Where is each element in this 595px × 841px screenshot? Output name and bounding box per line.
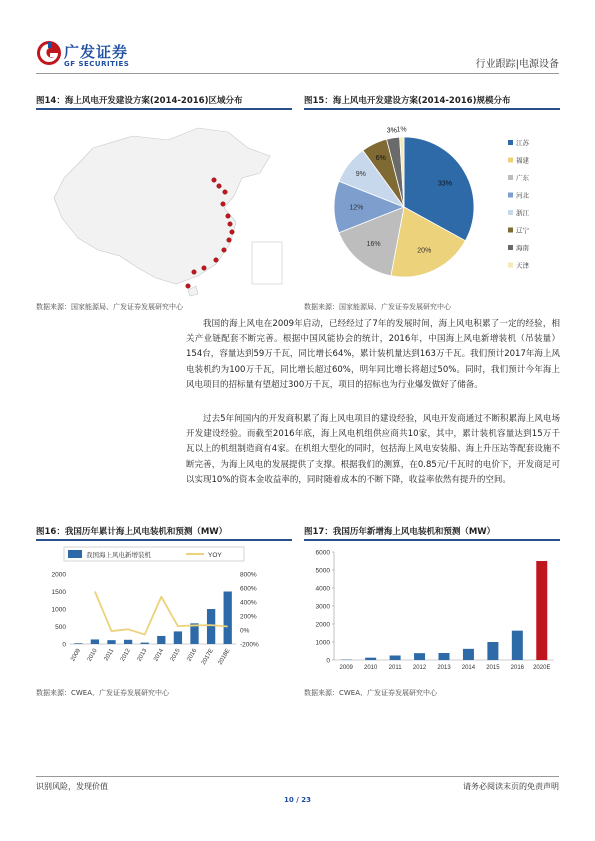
y2-tick-label-3: 400% [240, 599, 257, 607]
legend-swatch-7 [508, 263, 513, 268]
x-tick-label-7: 2016 [510, 665, 525, 671]
fig14-title-rule [36, 108, 292, 110]
legend-label-1: 福建 [516, 157, 529, 165]
x-tick-label-4: 2013 [437, 665, 451, 671]
body-paragraph-1: 我国的海上风电在2009年启动，已经经过了7年的发展时间，海上风电积累了一定的经验，相关产业链配套不断完善。根据中国风能协会的统计，2016年，中国海上风电新增装机（吊装量）154台，容量达到59万千瓦，同比增长64%，累计装机量达到163万千瓦。我们预计2017年海上风电装机约为100万千瓦，同比增长超过60%，明年同比增长将超过50%。同时，我们预计今年海上风电项目的招标量有望超过300万千瓦，项目的招标也为行业爆发做好了储备。 [186, 319, 560, 390]
x-tick-label-1: 2010 [86, 648, 99, 663]
x-tick-label-4: 2013 [136, 648, 149, 663]
x-tick-label-6: 2015 [486, 665, 500, 671]
y2-tick-label-1: 0% [240, 627, 250, 635]
bar-7 [512, 631, 523, 660]
bar-3 [124, 640, 132, 644]
x-tick-label-6: 2015 [169, 648, 182, 663]
y2-tick-label-4: 600% [240, 585, 257, 593]
legend-label-5: 辽宁 [516, 227, 529, 235]
y-tick-label-6: 6000 [315, 549, 330, 557]
pie-label-5: 6% [375, 155, 386, 163]
header-rule [36, 73, 559, 74]
pie-label-6: 3% [386, 127, 397, 135]
x-tick-label-5: 2014 [153, 648, 166, 663]
pie-label-0: 33% [437, 180, 452, 188]
bar-2 [107, 640, 115, 644]
y-tick-label-1: 1000 [315, 639, 330, 647]
fig15-title: 图15：海上风电开发建设方案(2014-2016)规模分布 [304, 96, 511, 106]
fig16-combo-chart [36, 544, 292, 668]
body-paragraph-2: 过去5年间国内的开发商积累了海上风电项目的建设经验，风电开发商通过不断积累海上风电场开发建设经验。而截至2016年底，海上风电机组供应商共10家，其中，累计装机容量达到15万千瓦以上的机组制造商有4家。在机组大型化的同时，包括海上风电安装船、海上升压站等配套设施不断完善，为海上风电的发展提供了支撑。根据我们的测算，在0.85元/千瓦时的电价下，开发商足可以实现10%的资本金收益率的，同时随着成本的不断下降，收益率依然有提升的空间。 [186, 414, 560, 485]
x-tick-label-2: 2011 [388, 665, 402, 671]
y-tick-label-3: 1500 [51, 589, 66, 596]
y-tick-label-0: 0 [326, 657, 330, 665]
fig14-title: 图14：海上风电开发建设方案(2014-2016)区域分布 [36, 96, 243, 106]
footer-slogan: 识别风险，发现价值 [36, 782, 108, 791]
south-sea-inset [252, 242, 282, 284]
x-tick-label-9: 2018E [217, 648, 232, 667]
fig16-title: 图16：我国历年累计海上风电装机和预测（MW） [36, 527, 228, 537]
legend-label-2: 广东 [516, 175, 529, 182]
bar-2 [390, 656, 401, 661]
fig17-source: 数据来源：CWEA、广发证券发展研究中心 [304, 689, 438, 697]
y-tick-label-4: 4000 [315, 585, 330, 593]
legend-swatch-1 [508, 158, 513, 163]
bar-1 [91, 639, 99, 644]
legend-swatch-3 [508, 193, 513, 198]
y2-tick-label-5: 800% [240, 571, 257, 579]
gf-logo-icon [36, 40, 62, 66]
bar-4 [141, 643, 149, 644]
x-tick-label-5: 2014 [461, 665, 476, 671]
legend-swatch-6 [508, 245, 513, 250]
bar-5 [157, 636, 165, 644]
x-tick-label-3: 2012 [412, 665, 427, 671]
legend-bar-label: 我国海上风电新增装机 [86, 552, 151, 559]
fig14-china-map [38, 118, 288, 298]
fig16-title-rule [36, 539, 292, 541]
fig15-title-rule [304, 108, 560, 110]
bar-3 [414, 653, 425, 660]
logo-english-name: GF SECURITIES [64, 60, 130, 68]
pie-label-7: 1% [396, 126, 407, 134]
legend-label-4: 浙江 [516, 210, 529, 217]
x-tick-label-0: 2009 [339, 665, 353, 671]
y-tick-label-3: 3000 [315, 603, 330, 611]
bar-4 [439, 653, 450, 660]
y-tick-label-5: 5000 [315, 567, 330, 575]
bar-8 [207, 609, 215, 644]
bar-6 [174, 631, 182, 644]
fig15-pie-chart [304, 114, 560, 300]
report-category: 行业跟踪|电源设备 [475, 59, 559, 70]
footer-disclaimer-link[interactable]: 请务必阅读末页的免责声明 [463, 782, 559, 791]
y-tick-label-2: 2000 [315, 621, 330, 629]
bar-0 [74, 643, 82, 644]
fig17-title-rule [304, 539, 560, 541]
bar-1 [365, 658, 376, 660]
x-tick-label-8: 2017E [200, 648, 215, 667]
legend-swatch-4 [508, 210, 513, 215]
x-tick-label-0: 2009 [70, 648, 83, 663]
y-tick-label-0: 0 [62, 641, 66, 649]
x-tick-label-3: 2012 [119, 648, 132, 663]
pie-label-3: 12% [349, 204, 364, 212]
y-tick-label-4: 2000 [51, 571, 66, 579]
fig17-bar-chart [304, 544, 560, 672]
logo-chinese-name: 广发证券 [64, 43, 129, 61]
legend-swatch-0 [508, 140, 513, 145]
fig17-title: 图17：我国历年新增海上风电装机和预测（MW） [304, 527, 496, 537]
footer-rule [36, 776, 559, 777]
legend-label-6: 海南 [516, 245, 529, 252]
bar-8 [536, 561, 547, 660]
bar-5 [463, 649, 474, 660]
legend-swatch-2 [508, 175, 513, 180]
legend-label-0: 江苏 [516, 140, 529, 147]
bar-6 [487, 642, 498, 660]
fig14-source: 数据来源：国家能源局、广发证券发展研究中心 [36, 303, 183, 311]
pie-label-1: 20% [417, 247, 432, 255]
legend-line-label: YOY [208, 552, 222, 559]
x-tick-label-8: 2020E [533, 665, 551, 671]
y-tick-label-1: 500 [55, 624, 66, 631]
x-tick-label-2: 2011 [103, 648, 116, 663]
y2-tick-label-2: 200% [240, 613, 257, 621]
y-tick-label-2: 1000 [51, 606, 66, 614]
legend-label-3: 河北 [516, 192, 529, 200]
legend-swatch-5 [508, 228, 513, 233]
fig15-source: 数据来源：国家能源局、广发证券发展研究中心 [304, 303, 451, 311]
fig16-source: 数据来源：CWEA、广发证券发展研究中心 [36, 689, 170, 697]
page-number: 10 / 23 [284, 796, 311, 804]
pie-label-2: 16% [366, 241, 381, 249]
y2-tick-label-0: -200% [240, 641, 259, 649]
x-tick-label-1: 2010 [363, 665, 378, 671]
legend-bar-swatch [68, 550, 82, 558]
bar-9 [224, 592, 232, 645]
x-tick-label-7: 2016 [186, 648, 199, 663]
legend-label-7: 天津 [516, 262, 529, 270]
pie-label-4: 9% [355, 171, 366, 179]
